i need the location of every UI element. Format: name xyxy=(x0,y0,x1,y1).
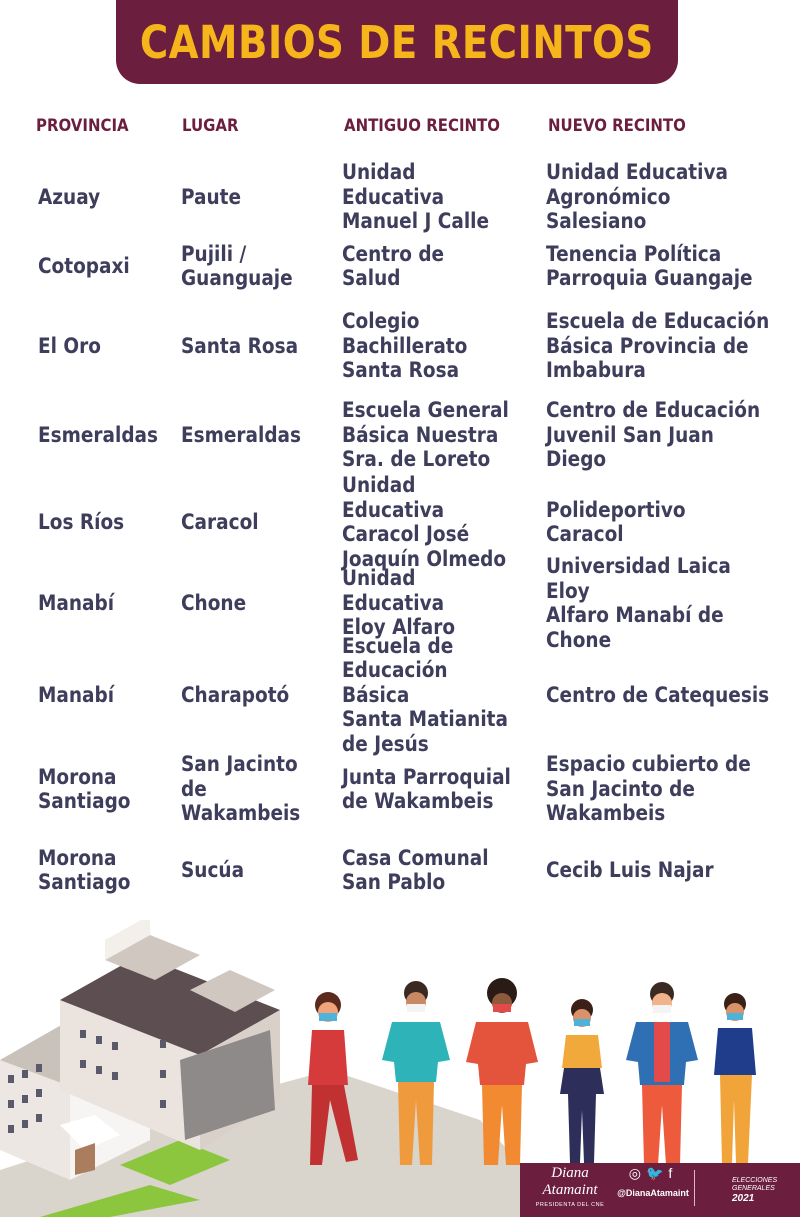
cell-provincia: Cotopaxi xyxy=(38,253,130,278)
cell-lugar: Pujili / Guanguaje xyxy=(181,241,293,290)
cell-provincia: El Oro xyxy=(38,333,101,358)
instagram-icon[interactable]: ◎ xyxy=(628,1165,646,1181)
person-woman-navy xyxy=(714,993,756,1163)
cell-antiguo: Escuela General Básica Nuestra Sra. de Loreto xyxy=(342,398,509,472)
table-row xyxy=(0,752,800,826)
person-woman-yellow xyxy=(560,999,604,1163)
cell-antiguo: Unidad Educativa Caracol José Joaquín Olmedo xyxy=(342,473,507,571)
table-row xyxy=(0,554,800,652)
page-title: CAMBIOS DE RECINTOS xyxy=(140,15,654,69)
cell-lugar: Santa Rosa xyxy=(181,333,299,358)
social-icons xyxy=(612,1165,694,1182)
signature: Diana Atamaint xyxy=(542,1165,598,1198)
cell-lugar: Charapotó xyxy=(181,682,290,707)
footer-divider xyxy=(694,1170,695,1206)
elections-year: 2021 xyxy=(732,1193,755,1204)
title-banner xyxy=(116,0,678,84)
cell-provincia: Morona Santiago xyxy=(38,764,131,813)
header-antiguo-recinto: ANTIGUO RECINTO xyxy=(344,116,500,136)
cell-nuevo: Polideportivo Caracol xyxy=(546,497,686,546)
cell-antiguo: Unidad Educativa Manuel J Calle xyxy=(342,160,490,234)
table-row xyxy=(0,473,800,571)
cell-nuevo: Espacio cubierto de San Jacinto de Wakambeis xyxy=(546,752,751,826)
social-handle[interactable]: @DianaAtamaint xyxy=(617,1188,689,1198)
cell-provincia: Esmeraldas xyxy=(38,422,159,447)
cell-lugar: Paute xyxy=(181,184,242,209)
cell-antiguo: Junta Parroquial de Wakambeis xyxy=(342,764,511,813)
cell-lugar: Esmeraldas xyxy=(181,422,302,447)
cell-lugar: San Jacinto de Wakambeis xyxy=(181,752,301,826)
elections-logo xyxy=(704,1165,796,1204)
header-nuevo-recinto: NUEVO RECINTO xyxy=(548,116,686,136)
signature-block xyxy=(530,1165,610,1208)
header-lugar: LUGAR xyxy=(182,116,239,136)
cell-nuevo: Centro de Catequesis xyxy=(546,682,770,707)
cell-nuevo: Tenencia Política Parroquia Guangaje xyxy=(546,241,753,290)
table-row xyxy=(0,633,800,756)
cell-nuevo: Universidad Laica Eloy Alfaro Manabí de Chone xyxy=(546,554,731,652)
elections-line2: GENERALES xyxy=(732,1185,775,1192)
cell-antiguo: Escuela de Educación Básica Santa Matianita de Jesús xyxy=(342,633,508,756)
table-row xyxy=(0,241,800,291)
cell-nuevo: Unidad Educativa Agronómico Salesiano xyxy=(546,160,728,234)
person-man-blue xyxy=(626,982,698,1165)
table-row xyxy=(0,845,800,895)
cell-provincia: Azuay xyxy=(38,184,101,209)
cell-antiguo: Colegio Bachillerato Santa Rosa xyxy=(342,309,468,383)
cell-antiguo: Unidad Educativa Eloy Alfaro xyxy=(342,566,456,640)
social-block xyxy=(612,1165,694,1198)
cell-antiguo: Casa Comunal San Pablo xyxy=(342,845,489,894)
cell-nuevo: Centro de Educación Juvenil San Juan Diego xyxy=(546,398,761,472)
signature-role: PRESIDENTA DEL CNE xyxy=(535,1202,605,1208)
cell-nuevo: Escuela de Educación Básica Provincia de Imbabura xyxy=(546,309,770,383)
elections-line1: ELECCIONES xyxy=(732,1177,778,1184)
cell-antiguo: Centro de Salud xyxy=(342,241,445,290)
facebook-icon[interactable]: f xyxy=(668,1165,678,1181)
table-row xyxy=(0,398,800,472)
table-row xyxy=(0,160,800,234)
twitter-icon[interactable]: 🐦 xyxy=(645,1165,669,1181)
cell-lugar: Chone xyxy=(181,590,247,615)
cell-lugar: Caracol xyxy=(181,509,259,534)
cell-provincia: Los Ríos xyxy=(38,509,125,534)
cell-provincia: Morona Santiago xyxy=(38,845,131,894)
cell-nuevo: Cecib Luis Najar xyxy=(546,857,714,882)
table-row xyxy=(0,309,800,383)
cell-lugar: Sucúa xyxy=(181,857,245,882)
header-provincia: PROVINCIA xyxy=(36,116,129,136)
cell-provincia: Manabí xyxy=(38,682,115,707)
cell-provincia: Manabí xyxy=(38,590,115,615)
